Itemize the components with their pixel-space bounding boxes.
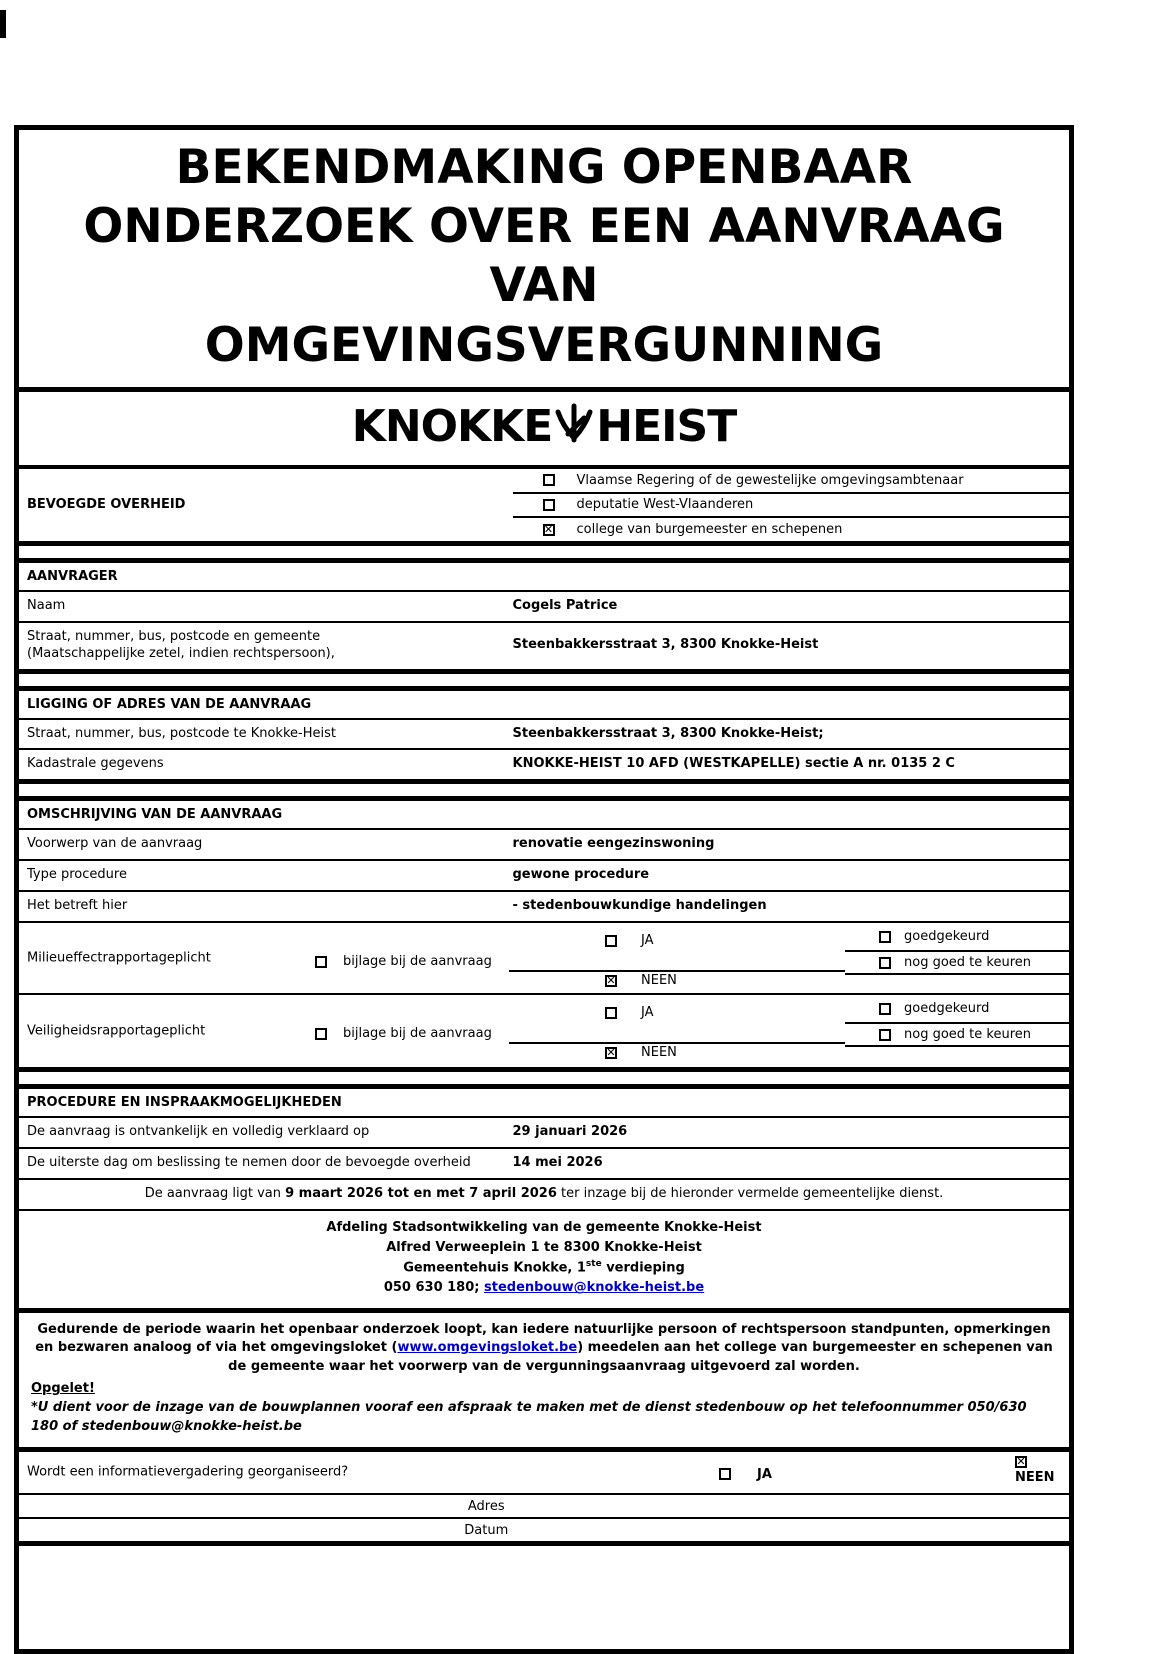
locatie-prefix: Gemeentehuis Knokke, 1 (403, 1260, 586, 1276)
type-procedure-label: Type procedure (27, 867, 127, 883)
bezwaar-tekst-2: ) meedelen aan het college van burgemeester en schepenen van de gemeente waar het voorwerp van de vergunningsaanvraag uitgevoerd zal worden. (228, 1340, 1053, 1375)
section-separator (19, 779, 1069, 801)
college-checkbox[interactable] (543, 524, 555, 536)
bijlage-label: bijlage bij de aanvraag (343, 1026, 492, 1041)
veiligheid-neen-group (605, 1045, 677, 1060)
ligging-header: LIGGING OF ADRES VAN DE AANVRAAG (19, 691, 1069, 720)
afspraak-note: *U dient voor de inzage van de bouwplannen vooraf een afspraak te maken met de dienst stedenbouw op het telefoonnummer 050/630 180 of stedenbouw@knokke-heist.be (31, 1399, 1027, 1434)
page-title (19, 130, 1069, 392)
milieueffect-goedgekeurd-checkbox[interactable] (879, 931, 891, 943)
kadastrale-value: KNOKKE-HEIST 10 AFD (WESTKAPELLE) sectie A nr. 0135 2 C (512, 756, 955, 772)
bevoegde-overheid-options (513, 469, 1070, 541)
veiligheid-bijlage-checkbox[interactable] (315, 1028, 327, 1040)
section-aanvrager (19, 563, 1069, 669)
neen-label: NEEN (641, 1045, 677, 1060)
gemeentelijke-dienst-block (19, 1211, 1069, 1308)
section-bevoegde-overheid (19, 469, 1069, 541)
knokke-heist-logo (19, 392, 1069, 469)
uiterste-dag-row (19, 1149, 1069, 1180)
dienst-naam: Afdeling Stadsontwikkeling van de gemeente Knokke-Heist (326, 1219, 762, 1235)
aanvrager-adres-label (19, 623, 513, 669)
section-ligging (19, 691, 1069, 780)
veiligheid-ja-checkbox[interactable] (605, 1007, 617, 1019)
type-procedure-value: gewone procedure (512, 867, 650, 883)
veiligheid-ja-group (605, 1005, 654, 1020)
uiterste-dag-label: De uiterste dag om beslissing te nemen door de bevoegde overheid (27, 1154, 471, 1170)
milieueffect-bijlage-group (315, 954, 492, 969)
section-procedure (19, 1089, 1069, 1308)
naam-row (19, 592, 1069, 623)
naam-value: Cogels Patrice (512, 597, 618, 613)
uiterste-dag-value: 14 mei 2026 (512, 1154, 603, 1170)
milieueffect-row (19, 923, 1069, 995)
dienst-contact (27, 1278, 1061, 1298)
dienst-adres: Alfred Verweeplein 1 te 8300 Knokke-Heist (386, 1239, 702, 1255)
bevoegde-overheid-label: BEVOEGDE OVERHEID (27, 497, 186, 513)
milieueffect-bijlage-checkbox[interactable] (315, 956, 327, 968)
betreft-row (19, 892, 1069, 923)
milieueffect-ja-checkbox[interactable] (605, 935, 617, 947)
neen-label: NEEN (1015, 1469, 1055, 1485)
leeg-vak (19, 1541, 1069, 1649)
nog-goed-te-keuren-label: nog goed te keuren (904, 955, 1031, 970)
omschrijving-header: OMSCHRIJVING VAN DE AANVRAAG (19, 801, 1069, 830)
informatievergadering-ja-group (719, 1467, 772, 1482)
vlaamse-regering-checkbox[interactable] (543, 474, 555, 486)
veiligheid-row (19, 995, 1069, 1067)
bekendmaking-form (14, 125, 1074, 1654)
option-vlaamse-regering (513, 469, 1070, 492)
dienst-telefoon: 050 630 180; (383, 1280, 484, 1296)
option-label: Vlaamse Regering of de gewestelijke omgevingsambtenaar (576, 472, 964, 488)
option-label: college van burgemeester en schepenen (576, 522, 843, 538)
aanvrager-adres-row (19, 623, 1069, 669)
ontvankelijk-value: 29 januari 2026 (512, 1124, 628, 1139)
ontvankelijk-row (19, 1118, 1069, 1149)
inzage-prefix: De aanvraag ligt van (144, 1185, 286, 1201)
adres-label: Adres (467, 1498, 505, 1514)
adres-label-line1: Straat, nummer, bus, postcode en gemeente (27, 628, 321, 644)
logo-text-left: KNOKKE (351, 400, 553, 452)
title-line-3: OMGEVINGSVERGUNNING (204, 317, 884, 373)
informatievergadering-neen-checkbox[interactable] (1015, 1456, 1027, 1468)
inzage-suffix: ter inzage bij de hieronder vermelde gemeentelijke dienst. (556, 1185, 944, 1201)
title-line-2: ONDERZOEK OVER EEN AANVRAAG VAN (83, 199, 1005, 314)
title-line-1: BEKENDMAKING OPENBAAR (175, 140, 913, 195)
veiligheid-neen-checkbox[interactable] (605, 1047, 617, 1059)
fill-line (509, 970, 845, 972)
betreft-value: - stedenbouwkundige handelingen (512, 898, 767, 914)
option-label: deputatie West-Vlaanderen (576, 497, 754, 513)
stedenbouw-email-link[interactable]: stedenbouw@knokke-heist.be (484, 1280, 705, 1296)
milieueffect-neen-checkbox[interactable] (605, 975, 617, 987)
neen-label: NEEN (641, 973, 677, 988)
kadastrale-label: Kadastrale gegevens (27, 756, 164, 772)
opgelet-label: Opgelet! (31, 1381, 95, 1397)
milieueffect-label: Milieueffectrapportageplicht (27, 950, 211, 966)
milieueffect-neen-group (605, 973, 677, 988)
procedure-header: PROCEDURE EN INSPRAAKMOGELIJKHEDEN (19, 1089, 1069, 1118)
bezwaar-tekst-1: Gedurende de periode waarin het openbaar onderzoek loopt, kan iedere natuurlijke persoon of rechtspersoon standpunten, opmerkingen en bezwaren analoog of via het omgevingsloket ( (35, 1321, 1051, 1356)
scan-artifact (0, 10, 6, 38)
nog-goed-te-keuren-row (845, 952, 1069, 975)
omgevingsloket-link[interactable]: www.omgevingsloket.be (397, 1340, 578, 1356)
naam-label: Naam (27, 597, 66, 613)
logo-text-right: HEIST (596, 400, 737, 452)
aanvrager-header: AANVRAGER (19, 563, 1069, 592)
option-college (513, 516, 1070, 541)
veiligheid-nog-checkbox[interactable] (879, 1029, 891, 1041)
goedgekeurd-row (845, 995, 1069, 1024)
aanvrager-adres-value: Steenbakkersstraat 3, 8300 Knokke-Heist (512, 637, 819, 653)
section-separator (19, 541, 1069, 563)
milieueffect-status-column (845, 923, 1069, 993)
datum-label: Datum (464, 1522, 509, 1538)
section-separator (19, 669, 1069, 691)
dienst-locatie (27, 1258, 1061, 1278)
veiligheid-label: Veiligheidsrapportageplicht (27, 1023, 206, 1039)
deputatie-checkbox[interactable] (543, 499, 555, 511)
bezwaar-paragraaf (31, 1321, 1057, 1378)
type-procedure-row (19, 861, 1069, 892)
locatie-sup: ste (585, 1258, 602, 1269)
adres-label-line2: (Maatschappelijke zetel, indien rechtspersoon), (27, 645, 335, 661)
section-separator (19, 1067, 1069, 1089)
goedgekeurd-label: goedgekeurd (904, 929, 990, 944)
ligging-straat-label: Straat, nummer, bus, postcode te Knokke-Heist (27, 725, 336, 741)
nog-goed-te-keuren-label: nog goed te keuren (904, 1027, 1031, 1042)
section-bezwaar (19, 1308, 1069, 1447)
voorwerp-label: Voorwerp van de aanvraag (27, 836, 203, 852)
betreft-label: Het betreft hier (27, 898, 128, 914)
kadastrale-row (19, 750, 1069, 779)
inzage-periode: 9 maart 2026 tot en met 7 april 2026 (285, 1185, 557, 1201)
inzage-periode-row (19, 1180, 1069, 1211)
informatievergadering-ja-checkbox[interactable] (719, 1468, 731, 1480)
veiligheid-status-column (845, 995, 1069, 1067)
ja-label: JA (641, 1005, 654, 1020)
voorwerp-value: renovatie eengezinswoning (512, 836, 715, 852)
ligging-straat-row (19, 720, 1069, 751)
informatievergadering-vraag: Wordt een informatievergadering georganiseerd? (27, 1464, 349, 1480)
ja-label: JA (757, 1466, 772, 1482)
section-omschrijving (19, 801, 1069, 1067)
veiligheid-bijlage-group (315, 1026, 492, 1041)
knokke-heist-bird-icon (551, 403, 597, 456)
milieueffect-ja-group (605, 933, 654, 948)
ja-label: JA (641, 933, 654, 948)
veiligheid-goedgekeurd-checkbox[interactable] (879, 1003, 891, 1015)
fill-line (509, 1042, 845, 1044)
informatievergadering-neen-group (1015, 1456, 1055, 1485)
voorwerp-row (19, 830, 1069, 861)
datum-row (19, 1517, 1069, 1541)
ontvankelijk-label: De aanvraag is ontvankelijk en volledig verklaard op (27, 1124, 370, 1139)
goedgekeurd-row (845, 923, 1069, 952)
locatie-suffix: verdieping (601, 1260, 685, 1276)
adres-row (19, 1493, 1069, 1517)
milieueffect-nog-checkbox[interactable] (879, 957, 891, 969)
bijlage-label: bijlage bij de aanvraag (343, 954, 492, 969)
option-deputatie (513, 492, 1070, 517)
ligging-straat-value: Steenbakkersstraat 3, 8300 Knokke-Heist; (512, 725, 824, 741)
goedgekeurd-label: goedgekeurd (904, 1001, 990, 1016)
nog-goed-te-keuren-row (845, 1024, 1069, 1047)
informatievergadering-row (19, 1447, 1069, 1493)
